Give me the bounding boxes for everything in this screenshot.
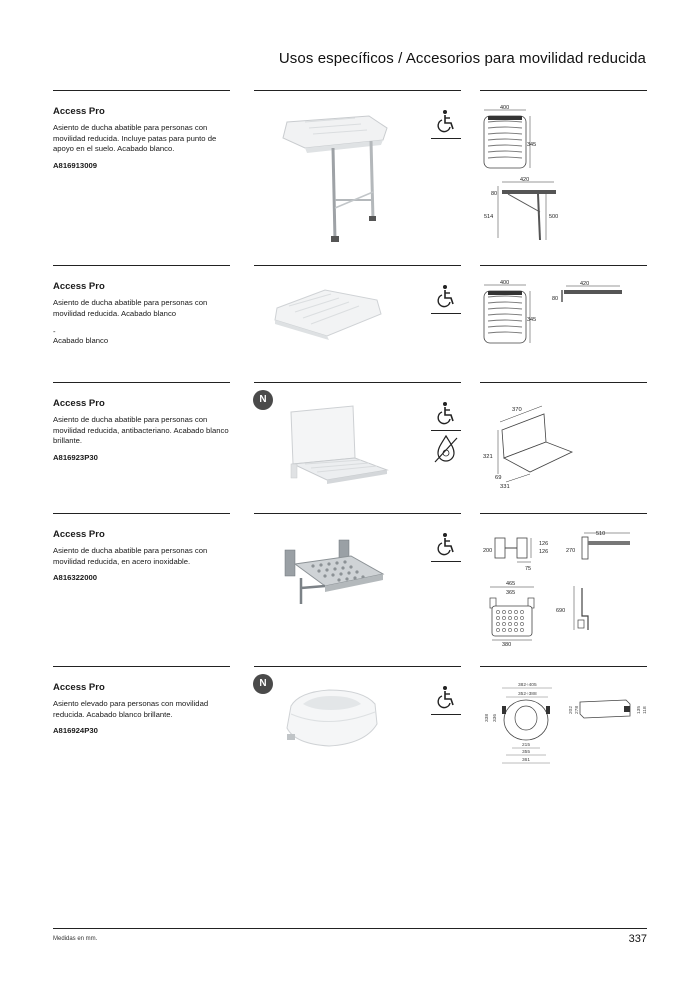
page-title: Usos específicos / Accesorios para movilidad reducida (278, 50, 646, 67)
dimension-label: 382÷405 (518, 683, 537, 688)
accessibility-icon-box (431, 106, 461, 134)
divider (53, 90, 230, 91)
product-description: Asiento de ducha abatible para personas con movilidad reducida. Acabado blanco (53, 298, 208, 318)
dimension-label: 400 (500, 280, 510, 286)
product-info (53, 106, 233, 170)
new-badge: N (253, 674, 273, 694)
dimension-label: 400 (500, 105, 510, 111)
divider (480, 666, 647, 667)
dimension-label: 321 (483, 454, 493, 460)
footer-note: Medidas en mm. (53, 936, 98, 942)
divider (254, 90, 461, 91)
divider (254, 513, 461, 514)
product-photo-raised-toilet-seat (265, 684, 395, 754)
dimension-label: 338 (485, 713, 490, 722)
product-code: A816923P30 (53, 452, 98, 462)
dimension-label: 465 (506, 581, 516, 587)
technical-drawing-top (481, 530, 561, 578)
dimension-label: 355 (522, 750, 531, 755)
wheelchair-icon (431, 281, 461, 309)
technical-drawing-perspective (478, 400, 588, 492)
product-description: Asiento de ducha abatible para personas con movilidad reducida. Incluye patas para punto de apoyo en el suelo. Acabado blanco. (53, 123, 217, 154)
dimension-label: 75 (525, 566, 532, 572)
dimension-label: 361 (522, 758, 531, 763)
product-info (53, 398, 233, 462)
product-description: Asiento elevado para personas con movilidad reducida. Acabado blanco brillante. (53, 699, 209, 719)
dimension-label: 80 (491, 191, 498, 197)
dimension-label: 514 (484, 214, 494, 220)
technical-drawing-top (478, 676, 568, 766)
accessibility-icon-box (431, 398, 461, 426)
product-photo-shower-seat-legs (265, 108, 395, 248)
divider (480, 265, 647, 266)
dimension-label: 126 (539, 549, 549, 555)
wheelchair-icon (431, 106, 461, 134)
product-description: Asiento de ducha abatible para personas con movilidad reducida, antibacteriano. Acabado blanco brillante. (53, 415, 229, 446)
dimension-label: 380 (502, 642, 512, 648)
product-code: A816924P30 (53, 726, 98, 736)
dimension-label: 215 (522, 743, 531, 748)
product-description: Asiento de ducha abatible para personas con movilidad reducida, en acero inoxidable. (53, 546, 208, 566)
divider (254, 265, 461, 266)
divider (431, 714, 461, 715)
wheelchair-icon (431, 529, 461, 557)
dimension-label: 270 (566, 548, 576, 554)
divider (53, 666, 230, 667)
product-code: A816322000 (53, 573, 98, 583)
dimension-label: 69 (495, 475, 502, 481)
technical-drawing-side (548, 280, 628, 310)
product-code: A816913009 (53, 160, 98, 170)
product-photo-antibacterial-seat (265, 400, 395, 490)
dimension-label: 352÷388 (518, 692, 537, 697)
product-photo-shower-seat (265, 284, 395, 344)
dimension-label: 135 (637, 705, 642, 714)
accessibility-icon-box (431, 529, 461, 557)
accessibility-icon-box (431, 281, 461, 309)
dimension-label: 126 (539, 541, 549, 547)
dimension-label: 200 (483, 548, 493, 554)
new-badge: N (253, 390, 273, 410)
technical-drawing-side (480, 176, 570, 246)
technical-drawing-side (564, 527, 644, 567)
dimension-label: 331 (500, 484, 510, 490)
divider (53, 265, 230, 266)
dimension-label: 202 (569, 705, 574, 714)
divider (480, 382, 647, 383)
divider (53, 382, 230, 383)
dimension-label: 500 (549, 214, 559, 220)
dimension-label: 80 (552, 296, 559, 302)
product-finish-note: Acabado blanco (53, 336, 109, 346)
divider (431, 313, 461, 314)
page-number: 337 (628, 933, 647, 945)
technical-drawing-elevation (552, 584, 602, 636)
product-name: Access Pro (53, 529, 105, 540)
technical-drawing-side (560, 694, 648, 728)
product-info (53, 281, 233, 346)
product-dash: - (53, 327, 56, 337)
dimension-label: 690 (556, 608, 566, 614)
divider (431, 561, 461, 562)
technical-drawing-front (478, 279, 558, 349)
dimension-label: 510 (596, 531, 606, 537)
product-name: Access Pro (53, 281, 105, 292)
divider (254, 666, 461, 667)
dimension-label: 370 (512, 407, 522, 413)
product-name: Access Pro (53, 682, 105, 693)
footer-divider (53, 928, 647, 929)
dimension-label: 345 (527, 142, 537, 148)
divider (53, 513, 230, 514)
product-info (53, 529, 233, 582)
technical-drawing-front (478, 578, 548, 648)
dimension-label: 420 (520, 177, 530, 183)
wheelchair-icon (431, 398, 461, 426)
product-name: Access Pro (53, 398, 105, 409)
divider (431, 138, 461, 139)
divider (431, 430, 461, 431)
divider (480, 513, 647, 514)
product-name: Access Pro (53, 106, 105, 117)
accessibility-icon-box (431, 682, 461, 710)
dimension-label: 420 (580, 281, 590, 287)
divider (254, 382, 461, 383)
antibacterial-icon (431, 432, 461, 464)
product-photo-stainless-seat (265, 534, 395, 614)
technical-drawing-front (478, 104, 558, 174)
dimension-label: 118 (643, 706, 648, 714)
dimension-label: 345 (527, 317, 537, 323)
wheelchair-icon (431, 682, 461, 710)
dimension-label: 365 (506, 590, 516, 596)
product-info (53, 682, 233, 735)
divider (480, 90, 647, 91)
dimension-label: 278 (575, 705, 580, 714)
dimension-label: 336 (493, 713, 498, 722)
